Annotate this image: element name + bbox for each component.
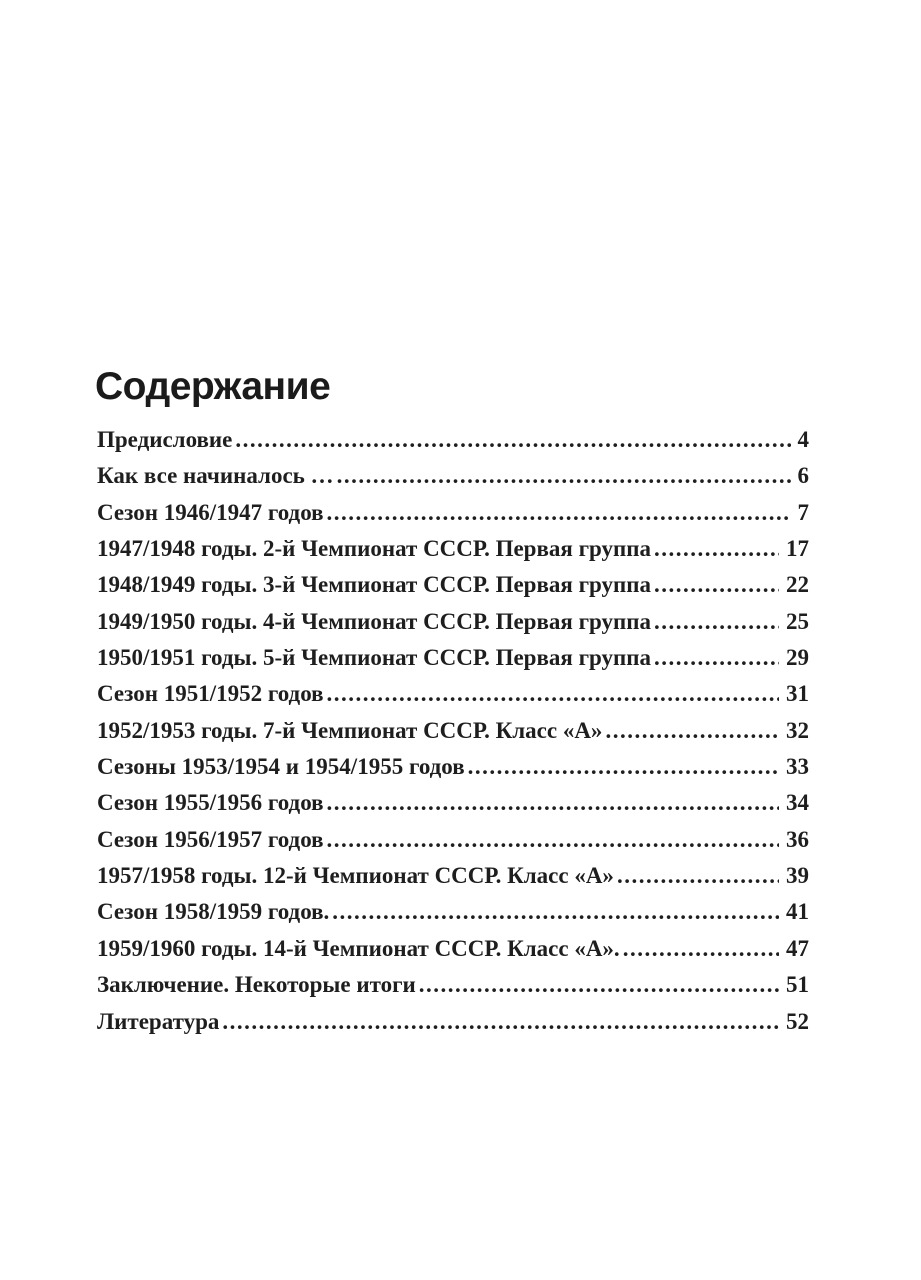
toc-leader-dots	[654, 640, 779, 676]
toc-entry-title: 1948/1949 годы. 3-й Чемпионат СССР. Первая группа	[97, 572, 652, 598]
toc-entry-page: 6	[797, 463, 809, 489]
toc-entry-page: 22	[786, 572, 809, 598]
toc-entry-page: 39	[786, 863, 809, 889]
toc-entry	[97, 495, 809, 531]
toc-entry	[97, 676, 809, 712]
toc-entry	[97, 458, 809, 494]
toc-entry-page: 31	[786, 681, 809, 707]
toc-entry-page: 33	[786, 754, 809, 780]
toc-leader-dots	[327, 822, 779, 858]
page-title: Содержание	[95, 365, 331, 409]
toc-entry	[97, 785, 809, 821]
toc-leader-dots	[623, 931, 779, 967]
toc-leader-dots	[654, 604, 779, 640]
toc-entry	[97, 567, 809, 603]
toc-entry	[97, 422, 809, 458]
toc-entry-title: Сезон 1958/1959 годов.	[97, 899, 330, 925]
table-of-contents	[97, 422, 809, 1040]
toc-entry	[97, 713, 809, 749]
toc-entry-page: 29	[786, 645, 809, 671]
toc-entry-title: Как все начиналось …	[97, 463, 334, 489]
toc-entry-title: Сезон 1956/1957 годов	[97, 826, 324, 852]
toc-entry-page: 52	[786, 1008, 809, 1034]
toc-leader-dots	[327, 495, 791, 531]
toc-entry-page: 25	[786, 608, 809, 634]
toc-entry-title: 1952/1953 годы. 7-й Чемпионат СССР. Класс «А»	[97, 717, 603, 743]
toc-entry-title: Сезон 1951/1952 годов	[97, 681, 324, 707]
toc-entry-page: 36	[786, 826, 809, 852]
toc-entry-title: Заключение. Некоторые итоги	[97, 972, 416, 998]
toc-entry-page: 32	[786, 717, 809, 743]
toc-entry-title: Предисловие	[97, 427, 233, 452]
toc-entry	[97, 858, 809, 894]
toc-entry-title: Сезон 1946/1947 годов	[97, 499, 324, 525]
toc-leader-dots	[617, 858, 779, 894]
toc-entry-title: 1949/1950 годы. 4-й Чемпионат СССР. Первая группа	[97, 608, 652, 634]
toc-leader-dots	[222, 1004, 779, 1040]
toc-entry-page: 4	[797, 427, 809, 452]
toc-entry-title: 1947/1948 годы. 2-й Чемпионат СССР. Первая группа	[97, 536, 652, 562]
toc-entry-page: 51	[786, 972, 809, 998]
toc-entry	[97, 604, 809, 640]
toc-entry-title: Сезоны 1953/1954 и 1954/1955 годов	[97, 754, 465, 780]
toc-entry-page: 34	[786, 790, 809, 816]
toc-leader-dots	[605, 713, 779, 749]
toc-entry-title: Сезон 1955/1956 годов	[97, 790, 324, 816]
toc-entry-page: 41	[786, 899, 809, 925]
toc-entry	[97, 749, 809, 785]
toc-entry-page: 7	[797, 499, 809, 525]
toc-leader-dots	[337, 458, 791, 494]
toc-entry-page: 47	[786, 935, 809, 961]
toc-leader-dots	[332, 894, 779, 930]
toc-entry	[97, 640, 809, 676]
toc-leader-dots	[327, 785, 779, 821]
toc-leader-dots	[468, 749, 779, 785]
toc-leader-dots	[419, 967, 779, 1003]
toc-entry-title: Литература	[97, 1008, 220, 1034]
toc-leader-dots	[235, 422, 790, 458]
toc-entry	[97, 931, 809, 967]
toc-leader-dots	[327, 676, 779, 712]
toc-entry-title: 1959/1960 годы. 14-й Чемпионат СССР. Класс «А».	[97, 935, 620, 961]
toc-entry	[97, 967, 809, 1003]
toc-entry	[97, 822, 809, 858]
toc-entry-title: 1950/1951 годы. 5-й Чемпионат СССР. Первая группа	[97, 645, 652, 671]
toc-entry-page: 17	[786, 536, 809, 562]
toc-entry	[97, 531, 809, 567]
toc-entry	[97, 1004, 809, 1040]
toc-leader-dots	[654, 531, 779, 567]
toc-leader-dots	[654, 567, 779, 603]
toc-entry-title: 1957/1958 годы. 12-й Чемпионат СССР. Класс «А»	[97, 863, 614, 889]
toc-entry	[97, 894, 809, 930]
